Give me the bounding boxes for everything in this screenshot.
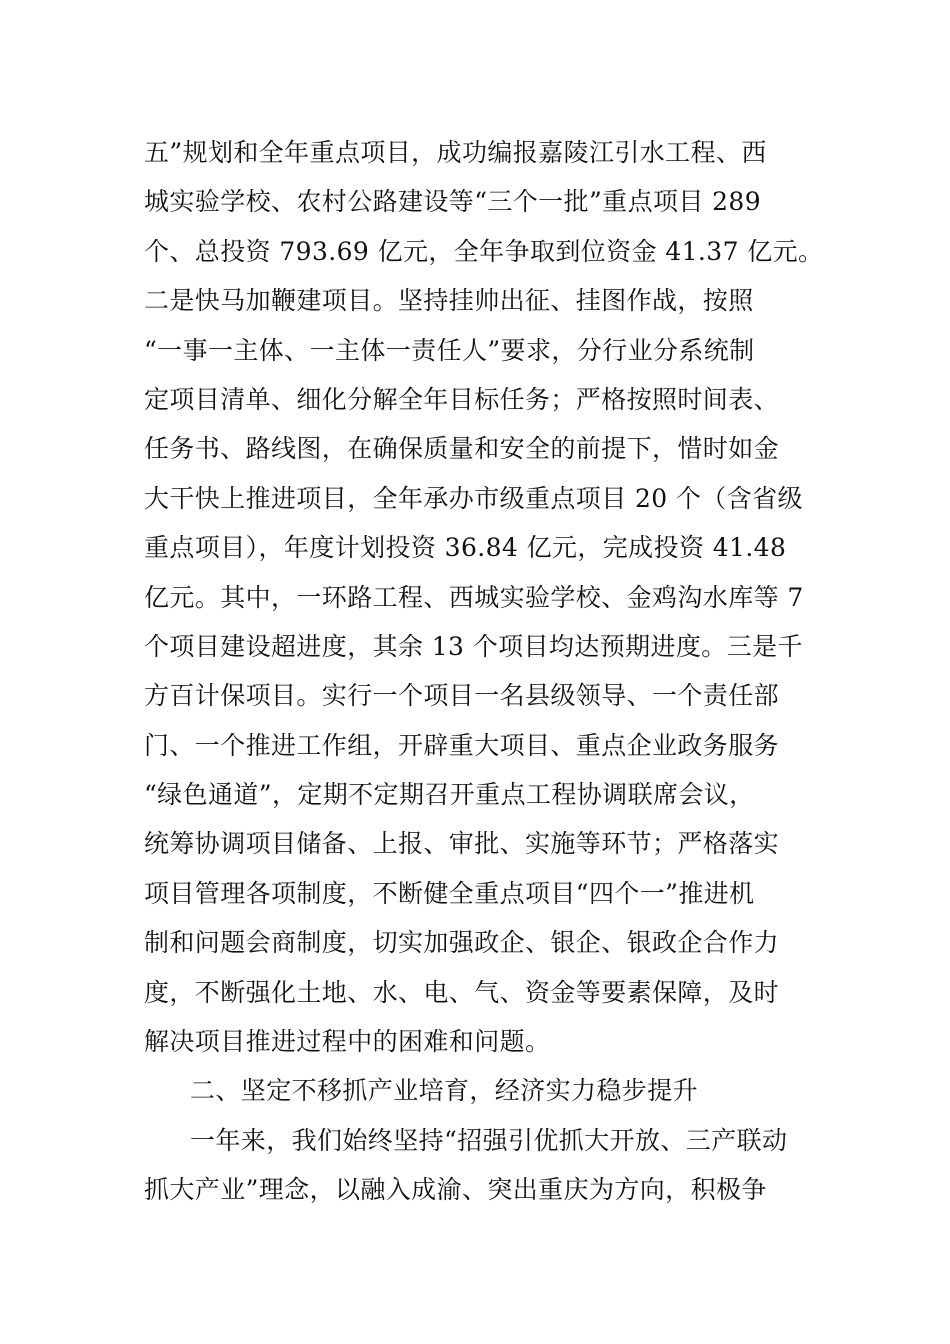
text-line: “绿色通道”，定期不定期召开重点工程协调联席会议，: [144, 780, 755, 810]
text-line: 二是快马加鞭建项目。坚持挂帅出征、挂图作战，按照: [144, 286, 754, 316]
text-line: 制和问题会商制度，切实加强政企、银企、银政企合作力: [144, 928, 780, 958]
text-line: 统筹协调项目储备、上报、审批、实施等环节；严格落实: [144, 829, 780, 859]
body-text: [144, 128, 834, 1215]
text-line: 解决项目推进过程中的困难和问题。: [144, 1027, 551, 1057]
text-line: 重点项目），年度计划投资 36.84 亿元，完成投资 41.48: [144, 533, 787, 563]
text-line: 定项目清单、细化分解全年目标任务；严格按照时间表、: [144, 384, 780, 414]
text-line: 一年来，我们始终坚持“招强引优抓大开放、三产联动: [190, 1125, 788, 1155]
text-line: 项目管理各项制度，不断健全重点项目“四个一”推进机: [144, 878, 755, 908]
text-line: 亿元。其中，一环路工程、西城实验学校、金鸡沟水库等 7: [144, 582, 804, 612]
section-heading: 二、坚定不移抓产业培育，经济实力稳步提升: [190, 1076, 699, 1106]
text-line: 五”规划和全年重点项目，成功编报嘉陵江引水工程、西: [144, 138, 767, 167]
text-line: 个、总投资 793.69 亿元，全年争取到位资金 41.37 亿元。: [144, 236, 824, 266]
text-line: “一事一主体、一主体一责任人”要求，分行业分系统制: [144, 335, 755, 365]
text-line: 城实验学校、农村公路建设等“三个一批”重点项目 289: [144, 187, 762, 217]
text-line: 大干快上推进项目，全年承办市级重点项目 20 个（含省级: [144, 483, 803, 513]
text-line: 个项目建设超进度，其余 13 个项目均达预期进度。三是千: [144, 631, 803, 661]
text-line: 抓大产业”理念，以融入成渝、突出重庆为方向，积极争: [144, 1175, 767, 1205]
text-line: 度，不断强化土地、水、电、气、资金等要素保障，及时: [144, 977, 780, 1007]
text-line: 门、一个推进工作组，开辟重大项目、重点企业政务服务: [144, 730, 780, 760]
text-line: 方百计保项目。实行一个项目一名县级领导、一个责任部: [144, 681, 780, 711]
text-line: 任务书、路线图，在确保质量和安全的前提下，惜时如金: [144, 434, 780, 464]
